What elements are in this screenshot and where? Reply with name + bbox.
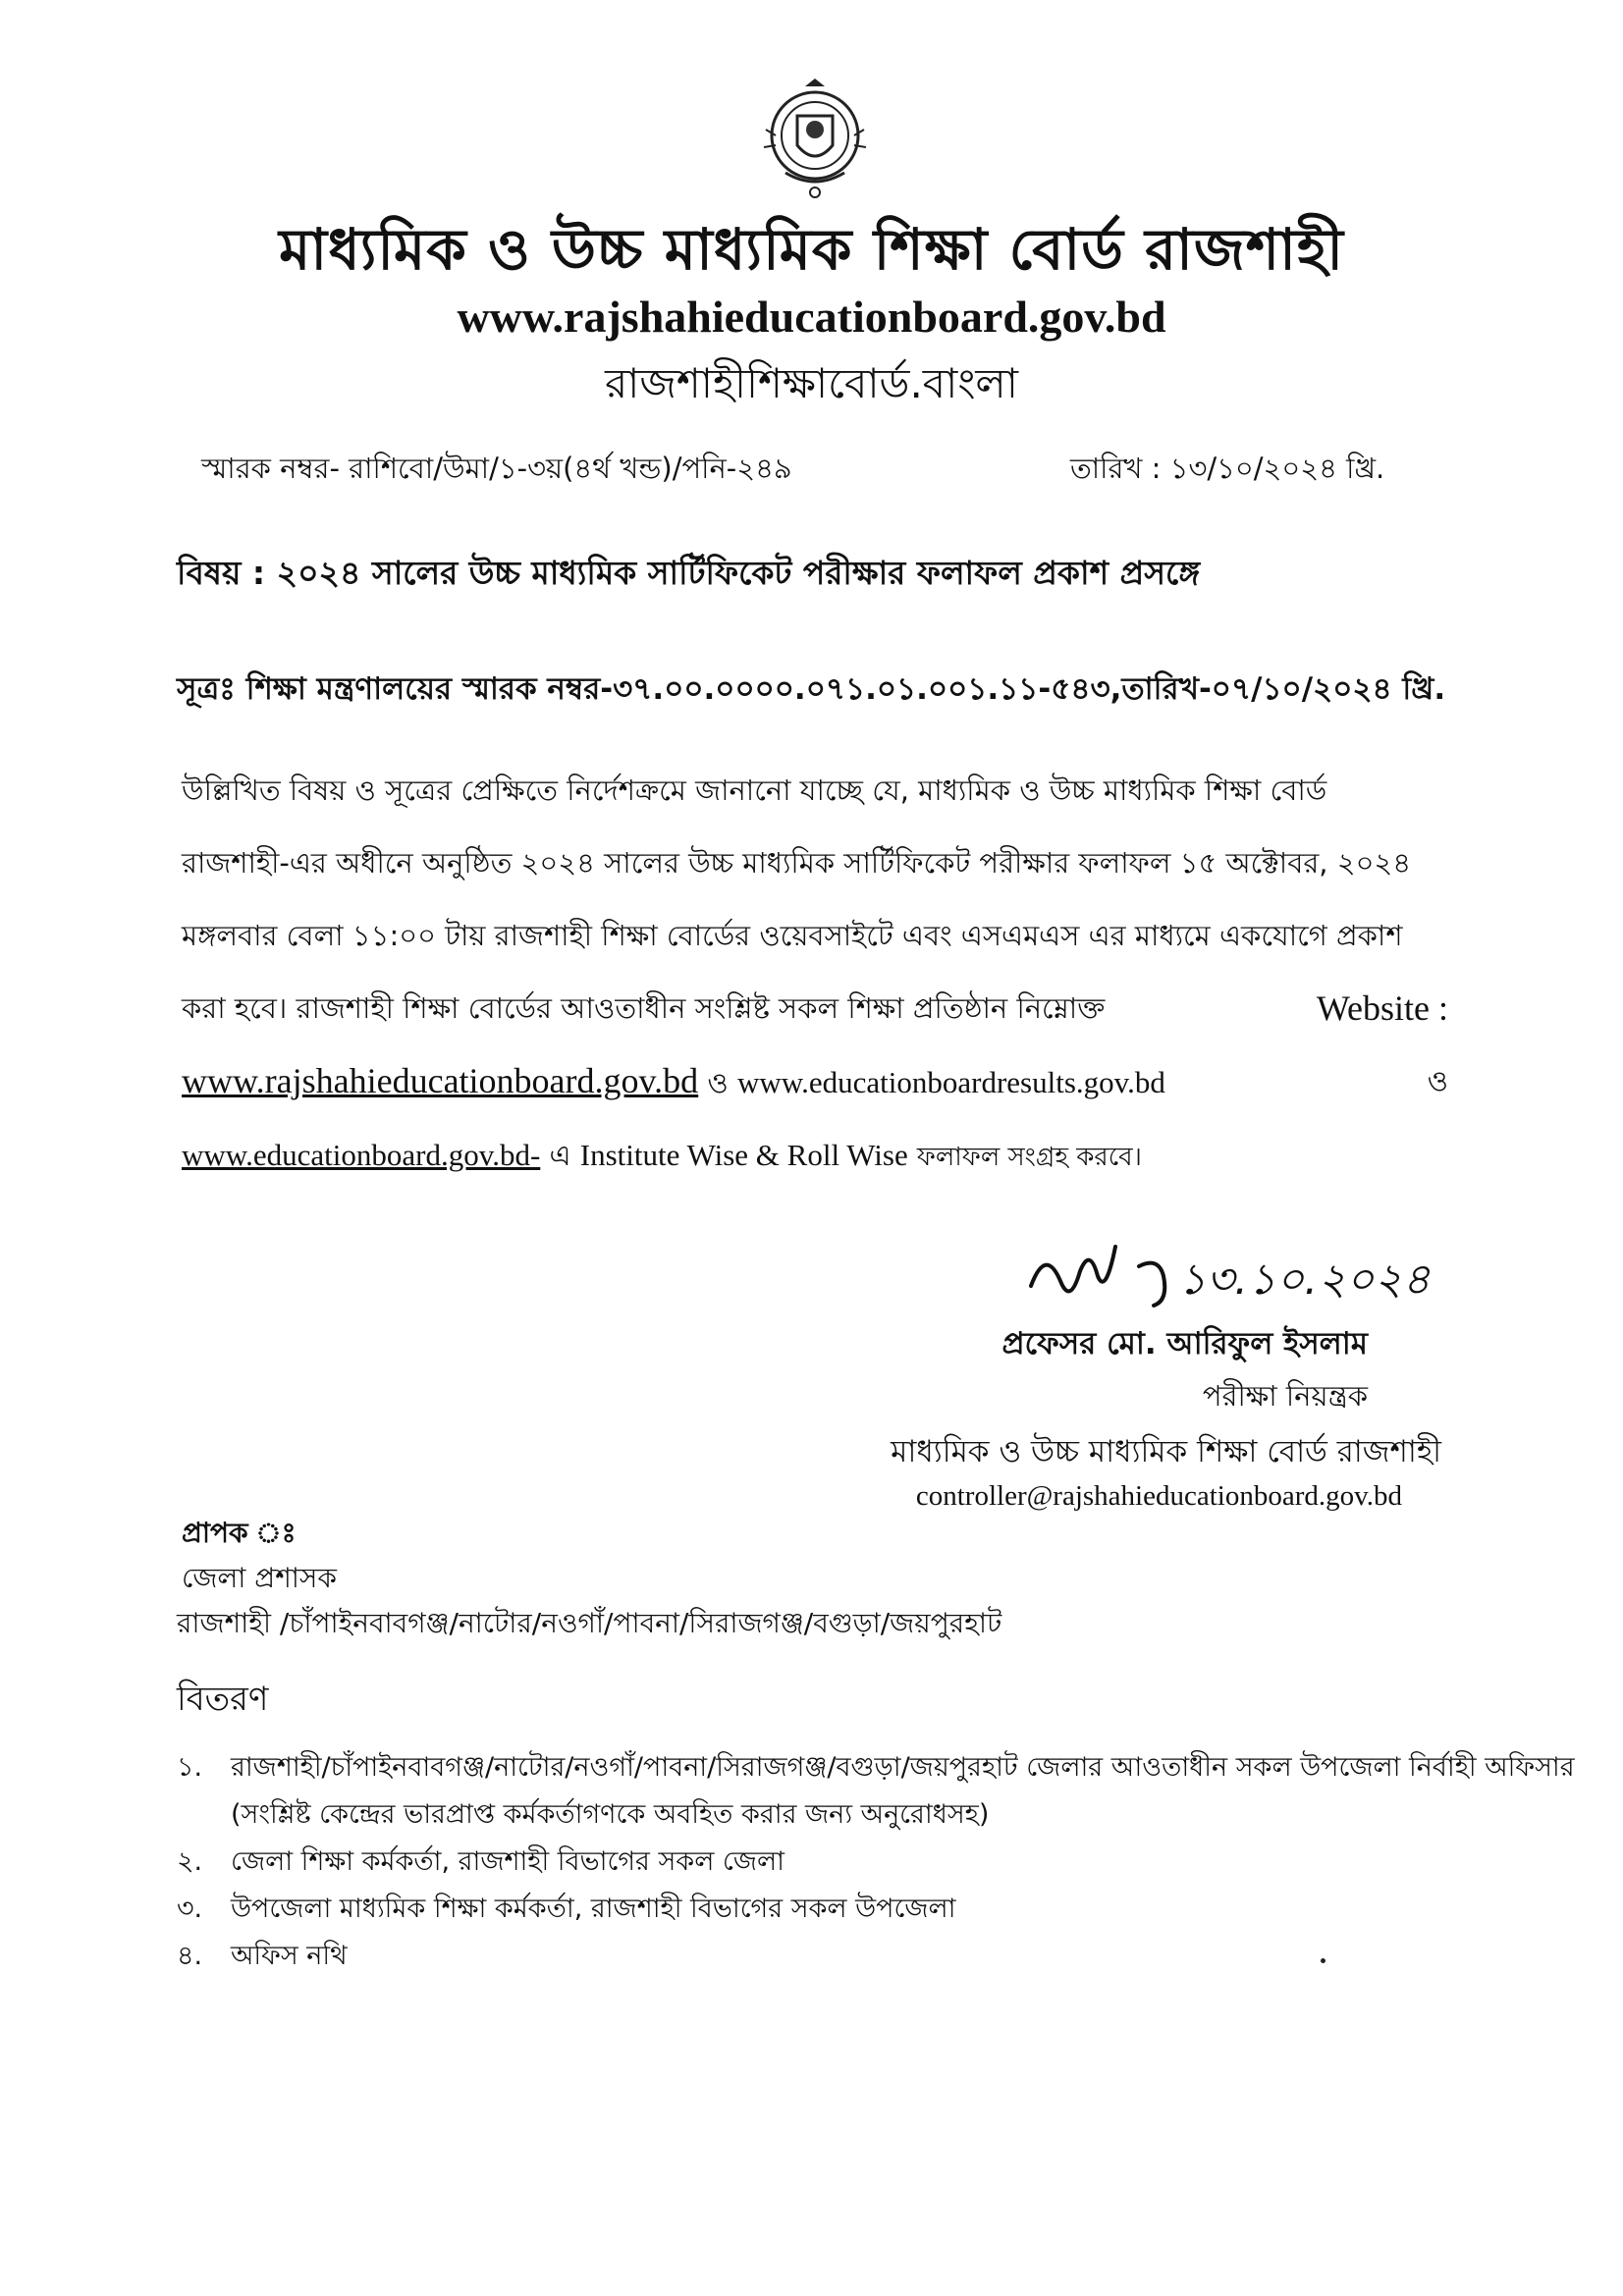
distribution-item — [177, 1936, 348, 1980]
item-number: ২. — [177, 1846, 203, 1877]
signatory-organization: মাধ্যমিক ও উচ্চ মাধ্যমিক শিক্ষা বোর্ড রাজশাহী — [891, 1434, 1441, 1469]
link-results[interactable]: www.educationboardresults.gov.bd — [736, 1065, 1165, 1099]
item-text: উপজেলা মাধ্যমিক শিক্ষা কর্মকর্তা, রাজশাহী বিভাগের সকল উপজেলা — [231, 1894, 956, 1924]
closing-text: ফলাফল সংগ্রহ করবে। — [916, 1143, 1142, 1172]
item-number: ৪. — [177, 1941, 203, 1971]
item-number: ৩. — [177, 1894, 203, 1924]
item-number: ১. — [177, 1752, 203, 1783]
body-line-1: উল্লিখিত বিষয় ও সূত্রের প্রেক্ষিতে নির্দেশক্রমে জানানো যাচ্ছে যে, মাধ্যমিক ও উচ্চ মাধ্যমিক শিক্ষা বোর্ড — [182, 774, 1327, 807]
handwritten-signature — [1021, 1227, 1483, 1335]
body-line-5 — [182, 1044, 1448, 1119]
stray-mark — [1321, 1958, 1325, 1963]
distribution-item — [177, 1889, 955, 1933]
distribution-item — [177, 1842, 784, 1886]
notice-body — [182, 754, 1448, 1194]
distribution-item — [177, 1747, 1575, 1791]
item-text: জেলা শিক্ষা কর্মকর্তা, রাজশাহী বিভাগের সকল জেলা — [231, 1846, 784, 1877]
distribution-item-continuation: (সংশ্লিষ্ট কেন্দ্রের ভারপ্রাপ্ত কর্মকর্তাগণকে অবহিত করার জন্য অনুরোধসহ) — [231, 1799, 990, 1830]
signatory-name: প্রফেসর মো. আরিফুল ইসলাম — [1001, 1326, 1368, 1362]
item-text: রাজশাহী/চাঁপাইনবাবগঞ্জ/নাটোর/নওগাঁ/পাবনা/সিরাজগঞ্জ/বগুড়া/জয়পুরহাট জেলার আওতাধীন সকল উপজেলা নির্বাহী অফিসার — [231, 1752, 1575, 1783]
signatory-designation: পরীক্ষা নিয়ন্ত্রক — [1202, 1379, 1368, 1413]
item-text: অফিস নথি — [231, 1941, 348, 1971]
recipient-title: জেলা প্রশাসক — [182, 1562, 337, 1594]
board-website[interactable]: www.rajshahieducationboard.gov.bd — [457, 292, 1166, 342]
signatory-email[interactable]: controller@rajshahieducationboard.gov.bd — [915, 1480, 1402, 1512]
in-word: এ — [549, 1139, 571, 1172]
recipient-label: প্রাপক ঃ — [182, 1517, 297, 1549]
board-seal-emblem — [756, 77, 874, 204]
subject-line: বিষয় : ২০২৪ সালের উচ্চ মাধ্যমিক সার্টিফিকেট পরীক্ষার ফলাফল প্রকাশ প্রসঙ্গে — [177, 554, 1201, 592]
body-line-6 — [182, 1119, 1448, 1194]
body-line-3: মঙ্গলবার বেলা ১১:০০ টায় রাজশাহী শিক্ষা বোর্ডের ওয়েবসাইটে এবং এসএমএস এর মাধ্যমে একযোগে প্রকাশ — [182, 919, 1403, 952]
recipient-districts: রাজশাহী /চাঁপাইনবাবগঞ্জ/নাটোর/নওগাঁ/পাবনা/সিরাজগঞ্জ/বগুড়া/জয়পুরহাট — [177, 1607, 1002, 1639]
signature-date: ১৩.১০.২০২৪ — [1178, 1255, 1431, 1305]
body-line-2: রাজশাহী-এর অধীনে অনুষ্ঠিত ২০২৪ সালের উচ্চ মাধ্যমিক সার্টিফিকেট পরীক্ষার ফলাফল ১৫ অক্টোবর, ২০২৪ — [182, 846, 1412, 880]
memo-date: তারিখ : ১৩/১০/২০২৪ খ্রি. — [1070, 452, 1385, 485]
distribution-heading: বিতরণ — [177, 1680, 269, 1719]
memo-number: স্মারক নম্বর- রাশিবো/উমা/১-৩য়(৪র্থ খন্ড)/পনি-২৪৯ — [201, 452, 792, 485]
body-line-4 — [182, 972, 1448, 1044]
website-label: Website : — [1316, 988, 1448, 1028]
reference-line: সূত্রঃ শিক্ষা মন্ত্রণালয়ের স্মারক নম্বর-৩৭.০০.০০০০.০৭১.০১.০০১.১১-৫৪৩,তারিখ-০৭/১০/২০২৪ খ্রি. — [177, 671, 1446, 707]
link-education-board[interactable]: www.educationboard.gov.bd- — [182, 1138, 541, 1172]
board-name: মাধ্যমিক ও উচ্চ মাধ্যমিক শিক্ষা বোর্ড রাজশাহী — [279, 216, 1344, 283]
conjunction-1: ও — [707, 1066, 729, 1099]
result-types: Institute Wise & Roll Wise — [579, 1138, 908, 1172]
link-rajshahi-board[interactable]: www.rajshahieducationboard.gov.bd — [182, 1061, 699, 1100]
conjunction-2: ও — [1427, 1064, 1448, 1097]
board-website-bangla[interactable]: রাজশাহীশিক্ষাবোর্ড.বাংলা — [605, 359, 1018, 407]
body-line-4-text: করা হবে। রাজশাহী শিক্ষা বোর্ডের আওতাধীন সংশ্লিষ্ট সকল শিক্ষা প্রতিষ্ঠান নিম্নোক্ত — [182, 991, 1106, 1025]
